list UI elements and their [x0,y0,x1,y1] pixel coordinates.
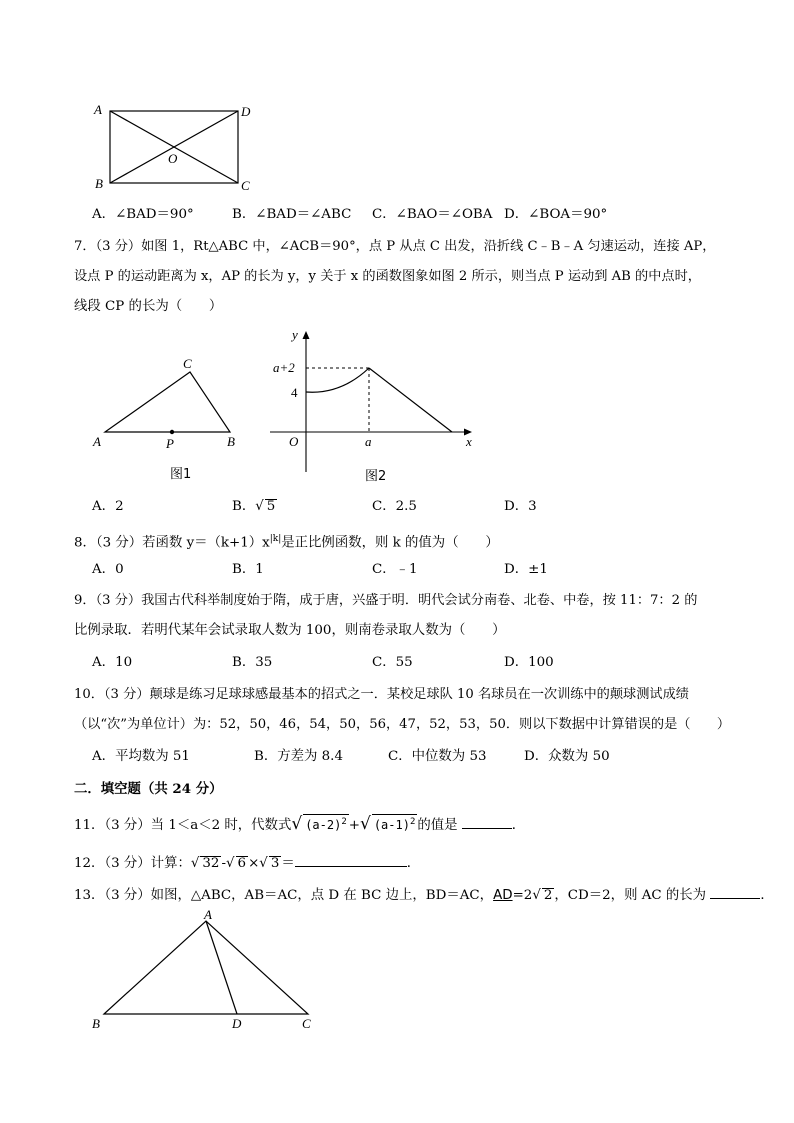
radicand-base: (a-2) [305,818,342,832]
ad-equals: =2 [512,888,533,903]
label-a: A [94,102,102,117]
q11-radicand-1 [303,814,349,832]
option-letter: C． [372,499,396,514]
option-letter: D． [504,499,529,514]
q7-option-d[interactable] [504,498,537,516]
q10-option-a[interactable] [92,748,190,766]
y-axis-arrow [303,331,310,339]
sqrt-sign: √ [255,499,264,514]
option-letter: C． [372,655,396,670]
q13-figure [86,906,326,1034]
label-d: D [241,104,251,119]
option-letter: C． [372,207,396,222]
exponent: 2 [341,817,347,827]
q9-stem-line2: 比例录取．若明代某年会试录取人数为 100，则南卷录取人数为（ ） [74,623,506,638]
option-letter: B． [232,499,256,514]
option-text: 2.5 [395,499,417,514]
option-letter: A． [92,562,116,577]
segment-ad: AD [493,888,513,903]
radicand-3: 3 [270,856,280,871]
point-p [170,430,174,434]
label-c: C [302,1016,311,1031]
label-a: A [204,907,212,922]
fig1-caption: 图1 [170,467,192,480]
exponent: 2 [409,817,416,827]
option-letter: B． [232,655,256,670]
label-x: x [466,434,472,449]
option-text: ﹣1 [395,562,418,577]
q13-tail: ，CD＝2，则 AC 的长为 [554,888,707,903]
option-text: ∠BAD＝90° [115,207,194,222]
q6-option-b[interactable] [232,206,351,224]
q6-option-a[interactable] [92,206,194,224]
label-a: A [93,434,101,449]
q10-stem-line1: 10．（3 分）颠球是练习足球球感最基本的招式之一．某校足球队 10 名球员在一次训练中的颠球测试成绩 [74,687,689,702]
q8-stem [74,530,499,552]
option-letter: D． [504,562,529,577]
q13-answer-blank[interactable] [710,884,760,899]
option-text: 3 [528,499,537,514]
label-p: P [166,436,174,451]
sqrt-sign: √ [291,814,303,834]
option-text: 方差为 8.4 [277,749,343,764]
q12-end: ． [406,856,421,871]
label-o: O [168,151,178,166]
sqrt-sign: √ [190,856,200,871]
option-text: ∠BOA＝90° [528,207,608,222]
q9-stem-line1: 9．（3 分）我国古代科举制度始于隋，成于唐，兴盛于明．明代会试分南卷、北卷、中卷，按 11：7：2 的 [74,593,698,608]
q11-suffix: 的值是 [417,818,458,833]
q11-stem [74,814,525,835]
option-letter: B． [254,749,278,764]
option-text: ∠BAO＝∠OBA [395,207,493,222]
q7-option-c[interactable] [372,498,417,516]
line-segment [369,368,452,432]
q9-option-a[interactable] [92,654,132,672]
q8-exponent: |k| [269,534,282,544]
option-letter: A． [92,499,116,514]
option-text: ∠BAD＝∠ABC [255,207,352,222]
q7-stem-line1: 7．（3 分）如图 1，Rt△ABC 中，∠ACB＝90°，点 P 从点 C 出发，沿折线 C﹣B﹣A 匀速运动，连接 AP， [74,239,716,254]
q8-stem-head: 8．（3 分）若函数 y＝（k+1）x [74,535,270,551]
option-text: ±1 [528,562,548,577]
option-letter: D． [524,749,549,764]
curve-segment [306,368,369,392]
label-a-plus-2: a+2 [273,360,295,375]
option-letter: D． [504,655,529,670]
q8-option-b[interactable] [232,561,264,579]
q8-option-c[interactable] [372,561,418,579]
q9-option-c[interactable] [372,654,413,672]
label-d: D [232,1016,242,1031]
q13-prefix: 13．（3 分）如图，△ABC，AB＝AC，点 D 在 BC 边上，BD＝AC， [74,888,494,903]
q7-stem-line2: 设点 P 的运动距离为 x，AP 的长为 y，y 关于 x 的函数图象如图 2 所示，则当点 P 运动到 AB 的中点时， [74,269,701,284]
option-text: 2 [115,499,124,514]
equals-sign: ＝ [281,856,295,871]
q8-stem-tail: 是正比例函数，则 k 的值为（ ） [281,535,499,551]
q11-radicand-2 [372,814,418,832]
option-text: 5 [266,499,276,514]
option-text: 35 [255,655,273,670]
radicand-2: 2 [543,888,553,903]
radicand-base: (a-1) [373,818,410,832]
q8-option-d[interactable] [504,561,548,579]
q7-figure-1 [88,350,258,480]
label-c: C [183,356,192,371]
plus-sign: + [348,818,360,833]
q10-option-b[interactable] [254,748,343,766]
q11-prefix: 11．（3 分）当 1＜a＜2 时，代数式 [74,818,292,833]
sqrt-sign: √ [225,856,235,871]
option-letter: B． [232,207,256,222]
triangle-abc [104,921,308,1014]
option-text: 0 [115,562,124,577]
option-letter: D． [504,207,529,222]
q10-option-c[interactable] [388,748,487,766]
option-letter: A． [92,207,116,222]
rectangle-figure [90,98,260,198]
fig2-caption: 图2 [365,469,387,484]
q10-option-d[interactable] [524,748,610,766]
label-c: C [241,178,250,193]
q10-stem-line2: （以“次”为单位计）为：52，50，46，54，50，56，47，52，53，50．则以下数据中计算错误的是（ ） [74,717,731,732]
option-letter: C． [372,562,396,577]
option-text: 众数为 50 [548,749,610,764]
q9-option-b[interactable] [232,654,272,672]
label-origin: O [289,434,299,449]
option-letter: A． [92,655,116,670]
q8-option-a[interactable] [92,561,124,579]
section-heading-fill-in: 二．填空题（共 24 分） [74,781,223,797]
label-b: B [95,176,103,191]
option-text: 平均数为 51 [115,749,190,764]
q13-stem [74,884,774,905]
option-letter: A． [92,749,116,764]
option-text: 55 [395,655,413,670]
label-four: 4 [291,385,298,400]
q12-prefix: 12．（3 分）计算： [74,856,191,871]
q11-end: ． [511,818,526,833]
q13-end: ． [760,888,774,903]
q7-figure-2 [262,322,482,487]
option-letter: C． [388,749,412,764]
option-text: 10 [115,655,133,670]
q7-option-b[interactable] [232,498,277,516]
sqrt-sign: √ [259,856,268,871]
q6-option-d[interactable] [504,206,607,224]
option-text: 1 [255,562,264,577]
q9-option-d[interactable] [504,654,554,672]
q12-answer-blank[interactable] [295,852,407,867]
option-letter: B． [232,562,256,577]
q7-option-a[interactable] [92,498,124,516]
triangle-abc [105,372,230,432]
option-text: 100 [528,655,554,670]
label-b: B [92,1016,100,1031]
sqrt-sign: √ [359,814,371,834]
radicand-32: 32 [202,856,220,871]
q7-stem-line3: 线段 CP 的长为（ ） [74,299,223,314]
label-b: B [227,434,235,449]
label-a: a [365,434,372,449]
label-y: y [292,327,298,342]
times-sign: × [248,856,260,871]
q11-answer-blank[interactable] [462,814,512,829]
minus-sign: - [221,856,226,871]
q12-stem [74,852,420,873]
option-text: 中位数为 53 [411,749,487,764]
q6-option-c[interactable] [372,206,492,224]
sqrt-sign: √ [532,888,541,903]
radicand-6: 6 [237,856,247,871]
